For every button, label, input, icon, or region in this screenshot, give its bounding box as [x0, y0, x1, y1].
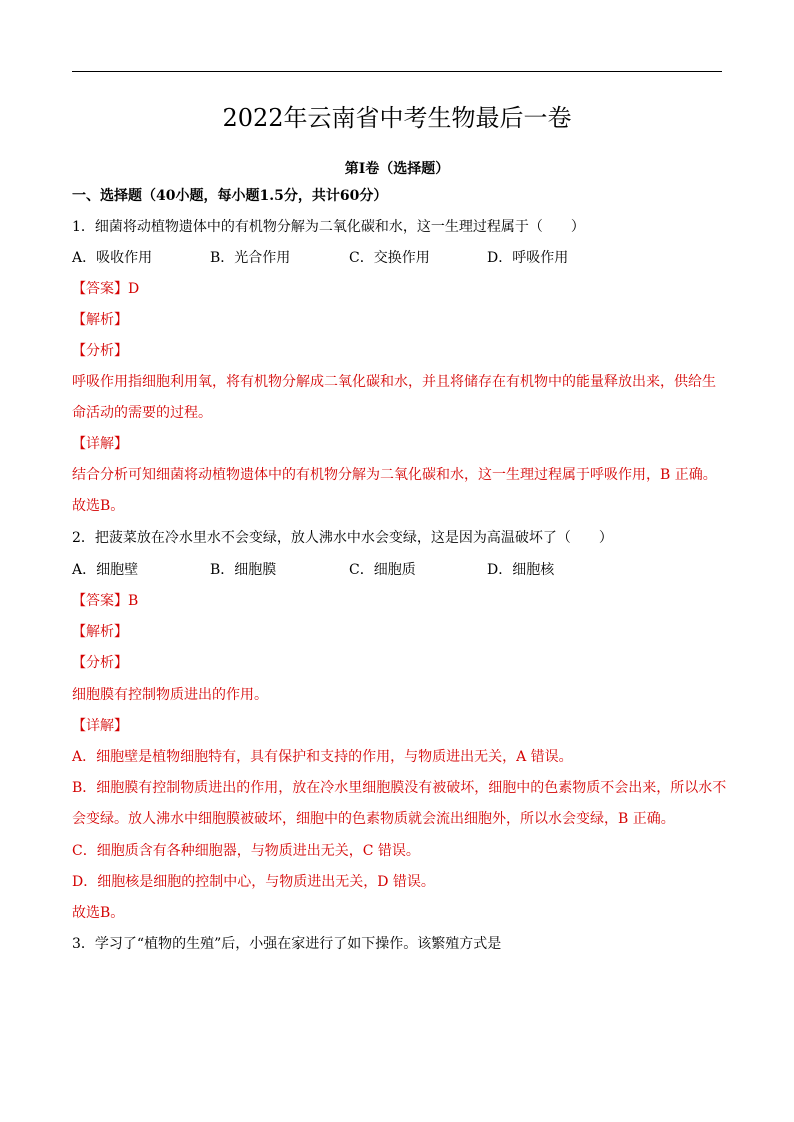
- question-1-fenxi-label: 【分析】: [72, 343, 128, 359]
- question-2-jiexi-label: 【解析】: [72, 624, 128, 640]
- question-1-stem: 1．细菌将动植物遗体中的有机物分解为二氧化碳和水，这一生理过程属于（ ）: [72, 219, 585, 235]
- question-2-option-c: C．细胞质: [349, 562, 416, 578]
- header-rule: [72, 71, 722, 72]
- question-2-answer: 【答案】B: [72, 593, 139, 609]
- question-1-jiexi-label: 【解析】: [72, 312, 128, 328]
- question-2-option-a: A．细胞壁: [72, 562, 139, 578]
- question-2-fenxi-label: 【分析】: [72, 655, 128, 671]
- question-1-analysis-line-2: 命活动的需要的过程。: [72, 405, 212, 421]
- question-1-detail-line-1: 结合分析可知细菌将动植物遗体中的有机物分解为二氧化碳和水，这一生理过程属于呼吸作用，B 正确。: [72, 467, 717, 483]
- question-2-detail-line-2: B．细胞膜有控制物质进出的作用，放在冷水里细胞膜没有被破坏，细胞中的色素物质不会出来，所以水不: [72, 780, 727, 796]
- question-2-option-b: B．细胞膜: [210, 562, 277, 578]
- question-2-option-d: D．细胞核: [487, 562, 555, 578]
- question-1-option-d: D．呼吸作用: [487, 250, 569, 266]
- question-2-stem: 2．把菠菜放在冷水里水不会变绿，放人沸水中水会变绿，这是因为高温破坏了（ ）: [72, 530, 613, 546]
- question-2-analysis-line-1: 细胞膜有控制物质进出的作用。: [72, 687, 268, 703]
- volume-title: 第Ⅰ卷（选择题）: [344, 161, 450, 177]
- question-2-xiangjie-label: 【详解】: [72, 718, 128, 734]
- section-heading: 一、选择题（40小题，每小题1.5分，共计60分）: [72, 188, 388, 204]
- question-1-xiangjie-label: 【详解】: [72, 436, 128, 452]
- question-2-detail-line-3: 会变绿。放人沸水中细胞膜被破坏，细胞中的色素物质就会流出细胞外，所以水会变绿，B 正确。: [72, 811, 675, 827]
- question-1-option-c: C．交换作用: [349, 250, 430, 266]
- question-1-option-b: B．光合作用: [210, 250, 291, 266]
- question-3-stem: 3．学习了“植物的生殖”后，小强在家进行了如下操作。该繁殖方式是: [72, 936, 502, 952]
- question-2-detail-line-1: A．细胞壁是植物细胞特有，具有保护和支持的作用，与物质进出无关，A 错误。: [72, 749, 573, 765]
- question-1-conclusion: 故选B。: [72, 498, 125, 514]
- question-1-option-a: A．吸收作用: [72, 250, 153, 266]
- question-2-detail-line-5: D．细胞核是细胞的控制中心，与物质进出无关，D 错误。: [72, 874, 435, 890]
- question-2-detail-line-4: C．细胞质含有各种细胞器，与物质进出无关，C 错误。: [72, 843, 420, 859]
- question-1-answer: 【答案】D: [72, 281, 140, 297]
- question-2-conclusion: 故选B。: [72, 905, 125, 921]
- question-1-analysis-line-1: 呼吸作用指细胞利用氧，将有机物分解成二氧化碳和水，并且将储存在有机物中的能量释放出来，供给生: [72, 374, 716, 390]
- page-title: 2022年云南省中考生物最后一卷: [222, 104, 572, 132]
